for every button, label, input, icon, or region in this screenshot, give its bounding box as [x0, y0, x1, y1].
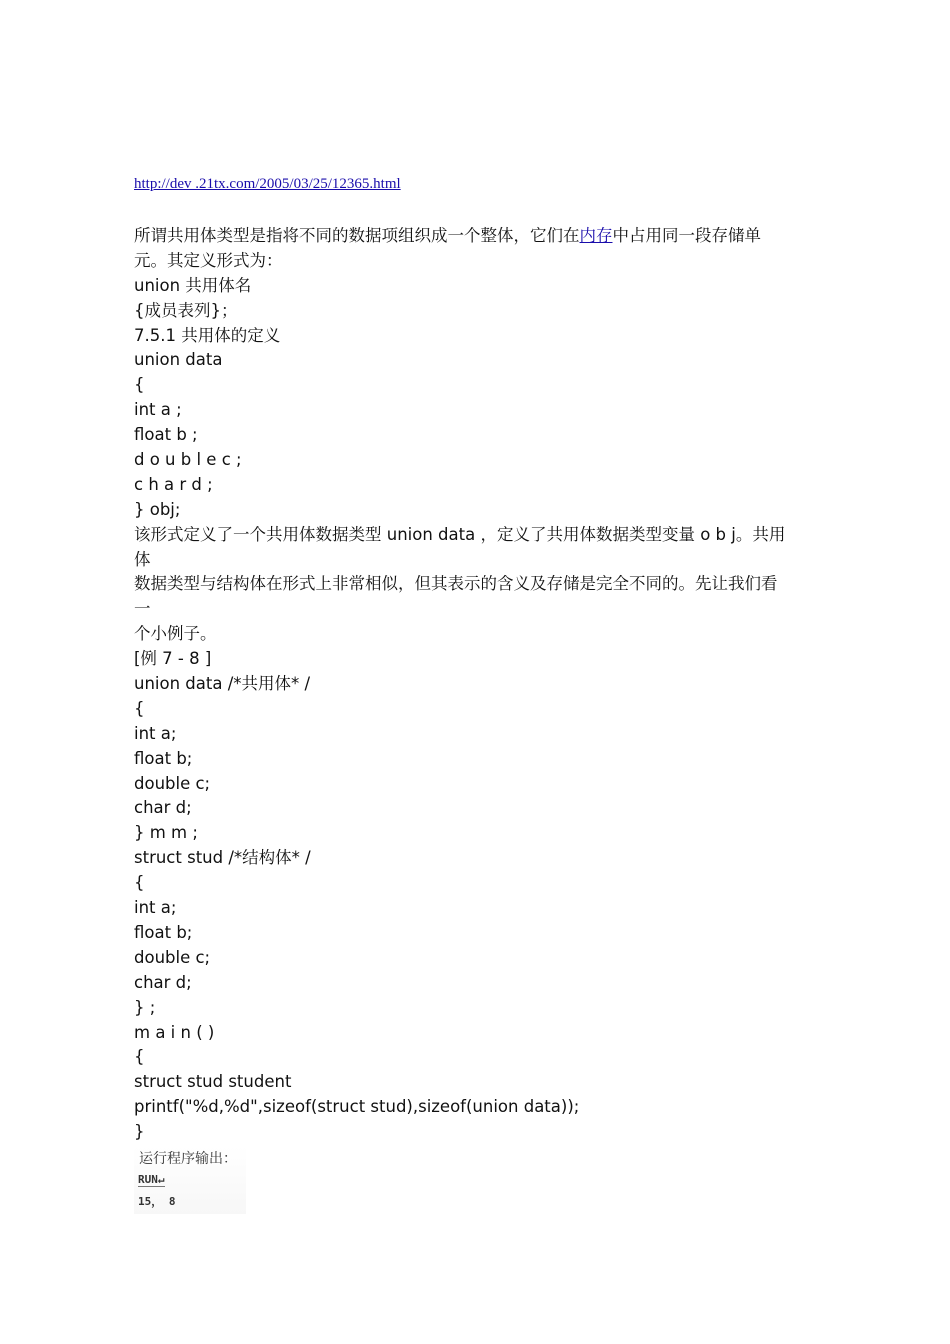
code-line: char d; — [134, 972, 192, 992]
code-line: m a i n ( ) — [134, 1022, 215, 1042]
code-line: { — [134, 698, 145, 718]
code-line: union data /*共用体* / — [134, 674, 311, 694]
text-line: 一 — [134, 599, 151, 619]
code-line: struct stud student — [134, 1072, 292, 1092]
code-line: int a; — [134, 898, 177, 918]
code-line: { — [134, 873, 145, 893]
code-line: int a; — [134, 723, 177, 743]
code-line: float b; — [134, 922, 193, 942]
output-values: 15， 8 — [138, 1195, 176, 1208]
text-line: 该形式定义了一个共用体数据类型 union data ，定义了共用体数据类型变量 o b j。共用 — [134, 524, 786, 544]
text-line: {成员表列}； — [134, 300, 238, 320]
intro-text-end: 中占用同一段存储单 — [612, 226, 761, 245]
code-line: float b; — [134, 748, 193, 768]
code-line: d o u b l e c ; — [134, 450, 242, 470]
text-line: 体 — [134, 549, 151, 569]
code-line: { — [134, 375, 145, 395]
code-line: union data — [134, 350, 223, 370]
intro-line — [134, 224, 804, 249]
code-line: float b ; — [134, 425, 198, 445]
code-line: { — [134, 1047, 145, 1067]
code-line: struct stud /*结构体* / — [134, 848, 311, 868]
code-line: int a ; — [134, 400, 182, 420]
memory-link[interactable]: 内存 — [579, 226, 613, 245]
source-url-link[interactable]: http://dev .21tx.com/2005/03/25/12365.html — [134, 176, 401, 192]
text-line: 个小例子。 — [134, 624, 217, 644]
code-line: } m m ; — [134, 823, 198, 843]
program-output-image — [134, 1146, 246, 1214]
document-body — [134, 224, 804, 1145]
code-line: } obj; — [134, 499, 181, 519]
example-label: [例 7 - 8 ] — [134, 649, 212, 669]
run-command: RUN↵ — [138, 1173, 165, 1186]
code-line: double c; — [134, 947, 211, 967]
text-line: 数据类型与结构体在形式上非常相似，但其表示的含义及存储是完全不同的。先让我们看 — [134, 574, 778, 594]
section-heading: 7.5.1 共用体的定义 — [134, 325, 281, 345]
code-line: c h a r d ; — [134, 474, 213, 494]
text-line: 元。其定义形式为： — [134, 250, 283, 270]
intro-text: 所谓共用体类型是指将不同的数据项组织成一个整体，它们在 — [134, 226, 580, 245]
code-line: char d; — [134, 798, 192, 818]
code-line: double c; — [134, 773, 211, 793]
code-line: } ; — [134, 997, 156, 1017]
output-title: 运行程序输出： — [139, 1151, 237, 1167]
code-line: printf("%d,%d",sizeof(struct stud),sizeof(union data)); — [134, 1097, 580, 1117]
text-line: union 共用体名 — [134, 275, 252, 295]
code-line: } — [134, 1122, 145, 1142]
